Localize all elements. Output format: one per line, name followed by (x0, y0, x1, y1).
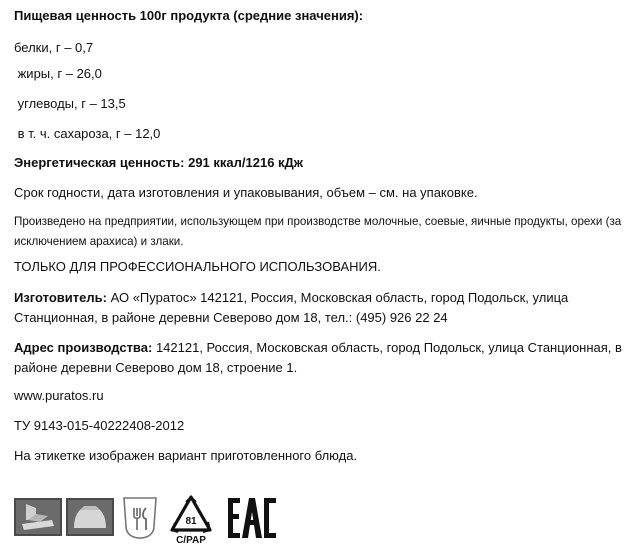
nutrition-sucrose: в т. ч. сахароза, г – 12,0 (14, 126, 161, 141)
manufacturer (14, 288, 634, 328)
dome-icon (66, 494, 114, 540)
food-safe-icon (118, 494, 162, 542)
eac-mark-icon (224, 494, 280, 542)
recycling-number: 81 (185, 516, 197, 527)
production-address (14, 338, 634, 378)
production-address-text: 142121, Россия, Московская область, город Подольск, улица Станционная, в районе деревни Северово дом 18, строение 1. (14, 340, 622, 375)
manufacturer-text: АО «Пуратос» 142121, Россия, Московская область, город Подольск, улица Станционная, в районе деревни Северово дом 18, тел.: (495) 926 22 24 (14, 290, 569, 325)
energy-value: Энергетическая ценность: 291 ккал/1216 кДж (14, 155, 304, 170)
label-note: На этикетке изображен вариант приготовленного блюда. (14, 448, 358, 463)
manufacturer-label: Изготовитель: (14, 290, 107, 305)
recycling-code: C/PAP (176, 535, 206, 546)
professional-use: ТОЛЬКО ДЛЯ ПРОФЕССИОНАЛЬНОГО ИСПОЛЬЗОВАНИЯ. (14, 259, 381, 274)
recycling-icon (168, 494, 214, 546)
storage-icon (14, 494, 62, 540)
allergen-note: Произведено на предприятии, использующем при производстве молочные, соевые, яичные продукты, орехи (за исключением арахиса) и злаки. (14, 215, 622, 248)
website: www.puratos.ru (14, 388, 104, 403)
nutrition-carbs: углеводы, г – 13,5 (14, 96, 126, 111)
production-address-label: Адрес производства: (14, 340, 153, 355)
tu-code: ТУ 9143-015-40222408-2012 (14, 418, 185, 433)
nutrition-heading: Пищевая ценность 100г продукта (средние значения): (14, 8, 364, 23)
nutrition-fat: жиры, г – 26,0 (14, 66, 102, 81)
nutrition-protein: белки, г – 0,7 (14, 40, 94, 55)
shelf-life: Срок годности, дата изготовления и упаковывания, объем – см. на упаковке. (14, 185, 478, 200)
